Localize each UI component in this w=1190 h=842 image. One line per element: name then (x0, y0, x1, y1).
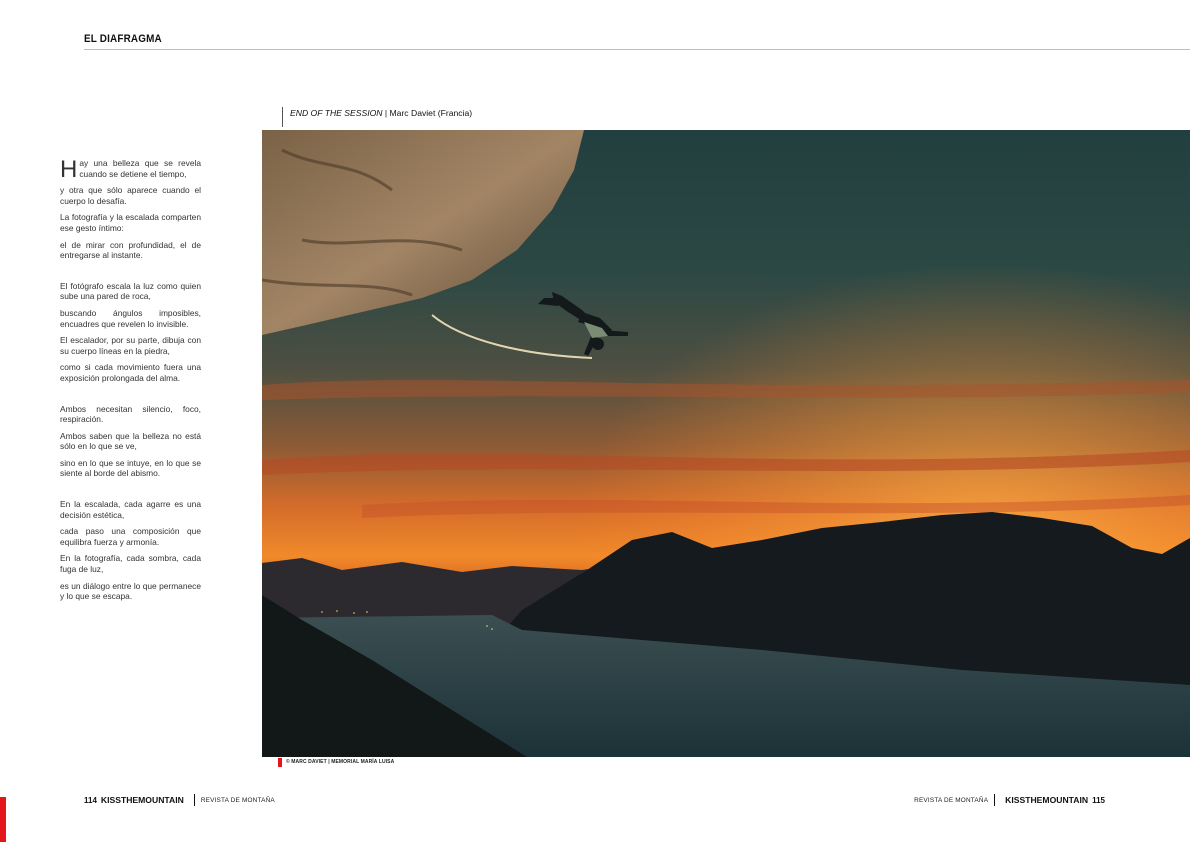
paragraph: En la escalada, cada agarre es una decisión estética, (60, 499, 201, 520)
magazine-subtitle: REVISTA DE MONTAÑA (200, 796, 275, 804)
header-rule (84, 49, 1190, 50)
section-label: EL DIAFRAGMA (84, 33, 162, 45)
climber-photo (262, 130, 1190, 757)
accent-bar (0, 797, 6, 842)
photo-caption (290, 108, 472, 118)
paragraph: Ambos necesitan silencio, foco, respiración. (60, 403, 201, 425)
paragraph: En la fotografía, cada sombra, cada fuga de luz, (60, 553, 201, 575)
paragraph: El escalador, por su parte, dibuja con su cuerpo líneas en la piedra, (60, 335, 201, 356)
paragraph: El fotógrafo escala la luz como quien sube una pared de roca, (60, 280, 201, 302)
paragraph: sino en lo que se intuye, en lo que se siente al borde del abismo. (60, 457, 201, 479)
credit-accent (278, 758, 282, 767)
magazine-brand: KISSTHEMOUNTAIN (100, 795, 184, 805)
caption-separator: | (382, 108, 390, 118)
footer-right (914, 794, 1105, 806)
magazine-brand: KISSTHEMOUNTAIN (1005, 795, 1089, 805)
paragraph: y otra que sólo aparece cuando el cuerpo lo desafía. (60, 185, 201, 206)
paragraph: el de mirar con profundidad, el de entregarse al instante. (60, 239, 201, 261)
paragraph: Ambos saben que la belleza no está sólo en lo que se ve, (60, 430, 201, 452)
caption-title: END OF THE SESSION (290, 108, 383, 118)
footer-separator (994, 794, 995, 806)
footer-separator (194, 794, 195, 806)
page-number: 114 (84, 795, 97, 805)
paragraph: es un diálogo entre lo que permanece y lo que se escapa. (60, 580, 201, 602)
paragraph-text: ay una belleza que se revela cuando se detiene el tiempo, (79, 158, 201, 179)
paragraph: La fotografía y la escalada comparten ese gesto íntimo: (60, 212, 201, 233)
footer-left (84, 794, 275, 806)
caption-author: Marc Daviet (Francia) (389, 108, 473, 118)
page-number: 115 (1092, 795, 1105, 805)
magazine-subtitle: REVISTA DE MONTAÑA (914, 796, 989, 804)
drop-cap: H (60, 156, 78, 183)
paragraph: cada paso una composición que equilibra fuerza y armonía. (60, 526, 201, 547)
photo-credit: © MARC DAVIET | MEMORIAL MARÍA LUISA (286, 759, 395, 765)
paragraph: como si cada movimiento fuera una exposición prolongada del alma. (60, 362, 201, 383)
caption-rule (282, 107, 283, 127)
paragraph: buscando ángulos imposibles, encuadres que revelen lo invisible. (60, 307, 201, 329)
paragraph (60, 156, 201, 183)
body-text (60, 158, 201, 608)
